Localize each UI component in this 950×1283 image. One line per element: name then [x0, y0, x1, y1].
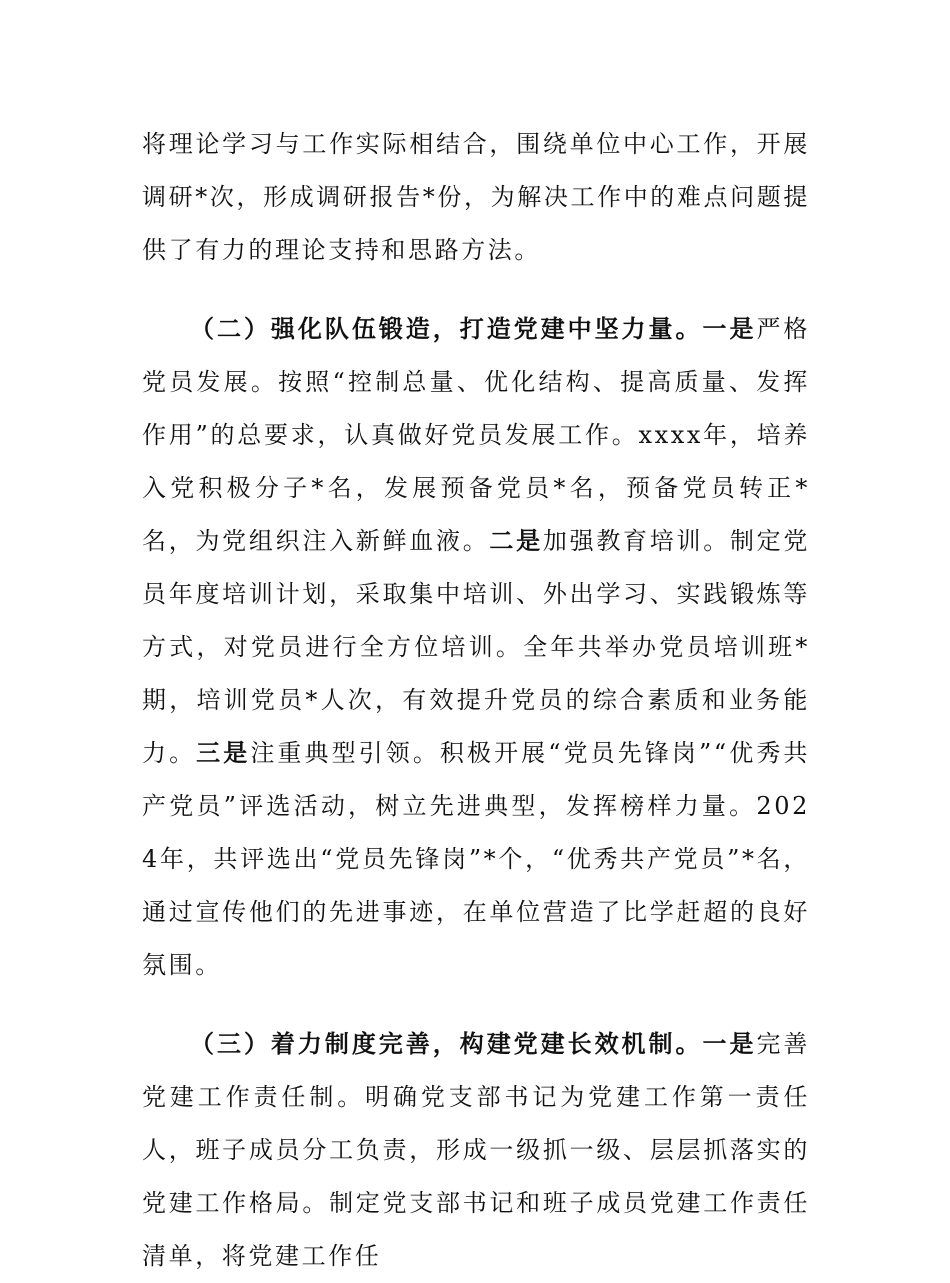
section-heading: （三）着力制度完善，构建党建长效机制。 [190, 1030, 703, 1058]
paragraph-team-building [142, 303, 810, 992]
section-heading: （二）强化队伍锻造，打造党建中坚力量。 [190, 315, 703, 343]
paragraph-text: 加强教育培训。制定党员年度培训计划，采取集中培训、外出学习、实践锻炼等方式，对党员进行全方位培训。全年共举办党员培训班*期，培训党员*人次，有效提升党员的综合素质和业务能力。 [142, 527, 810, 767]
point-marker: 三是 [196, 739, 251, 767]
paragraph-research-summary [142, 118, 810, 277]
document-body [142, 118, 810, 1283]
point-marker: 一是 [702, 1030, 757, 1058]
point-marker: 二是 [489, 527, 543, 555]
paragraph-text: 将理论学习与工作实际相结合，围绕单位中心工作，开展调研*次，形成调研报告*份，为解决工作中的难点问题提供了有力的理论支持和思路方法。 [142, 130, 810, 264]
point-marker: 一是 [702, 315, 757, 343]
paragraph-text: 严格党员发展。按照“控制总量、优化结构、提高质量、发挥作用”的总要求，认真做好党员发展工作。xxxx年，培养入党积极分子*名，发展预备党员*名，预备党员转正*名，为党组织注入新鲜血液。 [142, 315, 811, 555]
paragraph-system-improvement [142, 1018, 810, 1283]
paragraph-text: 完善党建工作责任制。明确党支部书记为党建工作第一责任人，班子成员分工负责，形成一级抓一级、层层抓落实的党建工作格局。制定党支部书记和班子成员党建工作责任清单，将党建工作任 [142, 1030, 811, 1270]
paragraph-text: 注重典型引领。积极开展“党员先锋岗”“优秀共产党员”评选活动，树立先进典型，发挥榜样力量。2024年，共评选出“党员先锋岗”*个，“优秀共产党员”*名，通过宣传他们的先进事迹，在单位营造了比学赶超的良好氛围。 [142, 739, 810, 979]
